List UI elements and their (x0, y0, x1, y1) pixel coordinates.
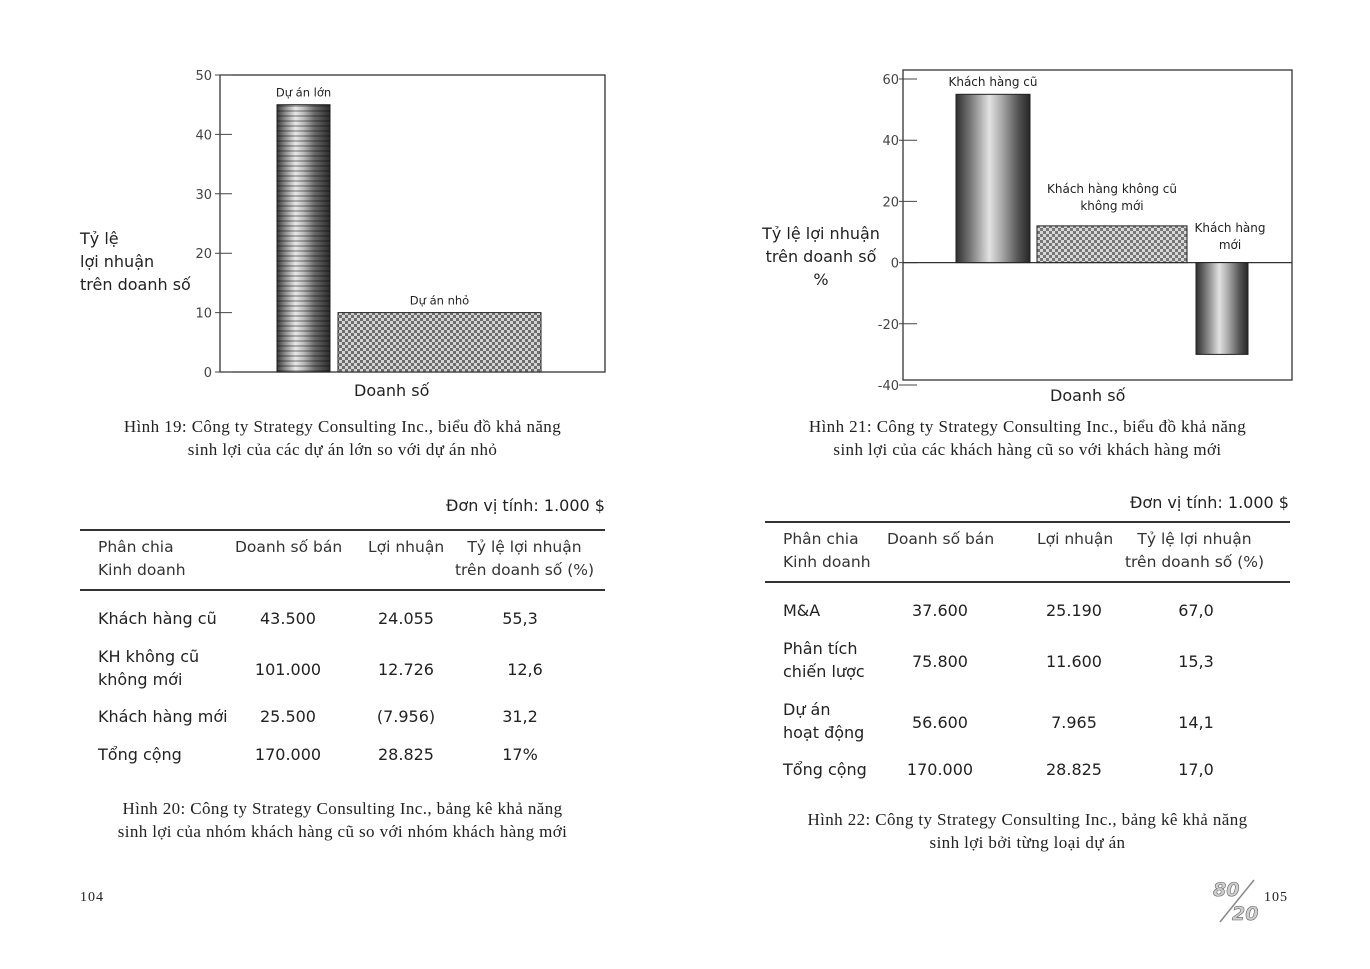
fig21-ylabel-line: % (813, 270, 829, 289)
table20-row-profit: (7.956) (376, 707, 436, 726)
bar (1196, 263, 1248, 355)
table20-row-label: Khách hàng mới (98, 707, 228, 726)
bar (956, 94, 1030, 262)
table20-row-ratio: 31,2 (502, 707, 538, 726)
y-tick-label: -20 (877, 317, 899, 333)
label-line: KH không cũ (98, 647, 200, 666)
fig19-caption (80, 415, 605, 461)
fig21-ylabel-line: trên doanh số (765, 247, 877, 266)
table20-row-profit: 28.825 (378, 745, 434, 764)
table22-header-profit: Lợi nhuận (1037, 530, 1114, 548)
bar (338, 313, 541, 372)
table20-header-rule (80, 589, 605, 591)
header-line: Tỷ lệ lợi nhuận (1137, 530, 1252, 548)
table20-row-label: Khách hàng cũ (98, 609, 217, 628)
table22-row-sales: 56.600 (912, 713, 968, 732)
page-number-left: 104 (80, 890, 104, 905)
table20-row-profit: 24.055 (378, 609, 434, 628)
logo-80-20 (1210, 876, 1266, 924)
table20-row-label: Tổng cộng (98, 745, 182, 764)
label-line: chiến lược (783, 662, 865, 681)
y-tick-label: 40 (195, 128, 212, 144)
y-tick-label: 30 (195, 187, 212, 203)
table22-top-rule (765, 521, 1290, 523)
fig21-chart (860, 60, 1305, 390)
header-line: Tỷ lệ lợi nhuận (467, 538, 582, 556)
table22-row-profit: 7.965 (1051, 713, 1097, 732)
header-line: trên doanh số (%) (1124, 553, 1265, 571)
table20-row-label (98, 645, 199, 691)
table22-unit: Đơn vị tính: 1.000 $ (1130, 493, 1289, 512)
table20-header-division (98, 536, 186, 582)
bar (1037, 226, 1187, 263)
table20-row-ratio: 12,6 (507, 660, 543, 679)
y-tick-label: 0 (890, 256, 899, 272)
table22-header-sales: Doanh số bán (887, 530, 995, 548)
table20-unit: Đơn vị tính: 1.000 $ (446, 496, 605, 515)
table22-row-ratio: 14,1 (1178, 713, 1214, 732)
table22-header-rule (765, 581, 1290, 583)
page-number-right: 105 (1264, 890, 1288, 905)
table20-row-ratio: 55,3 (502, 609, 538, 628)
y-tick-label: 60 (882, 73, 899, 88)
fig19-ylabel-line: lợi nhuận (80, 252, 155, 271)
label-line: không mới (98, 670, 183, 689)
y-tick-label: 10 (195, 306, 212, 322)
label-line: Phân tích (783, 639, 858, 658)
header-line: Phân chia (98, 538, 174, 556)
y-tick-label: 40 (882, 134, 899, 150)
table22-row-ratio: 17,0 (1178, 760, 1214, 779)
header-line: trên doanh số (%) (454, 561, 595, 579)
logo-bottom-text: 20 (1232, 903, 1259, 924)
bar-label: Khách hàng không cũ (1047, 182, 1177, 196)
caption-line: Hình 19: Công ty Strategy Consulting Inc., biểu đồ khả năng (123, 417, 562, 436)
table22-row-sales: 170.000 (906, 760, 974, 779)
bar-texture (277, 105, 330, 372)
bar-label: Dự án nhỏ (409, 293, 470, 308)
table22-row-profit: 25.190 (1046, 601, 1102, 620)
table20-row-sales: 101.000 (254, 660, 322, 679)
y-tick-label: 0 (203, 366, 212, 381)
table20-caption (80, 797, 605, 843)
caption-line: Hình 20: Công ty Strategy Consulting Inc., bảng kê khả năng (122, 799, 563, 818)
table20-row-sales: 43.500 (260, 609, 316, 628)
fig19-chart (180, 60, 620, 390)
caption-line: sinh lợi của nhóm khách hàng cũ so với nhóm khách hàng mới (117, 822, 568, 841)
fig21-xlabel: Doanh số (1050, 386, 1126, 405)
label-line: Dự án (783, 700, 831, 719)
bar-label: Khách hàng (1194, 221, 1266, 235)
caption-line: sinh lợi của các khách hàng cũ so với khách hàng mới (833, 440, 1222, 459)
table22-row-profit: 28.825 (1046, 760, 1102, 779)
y-tick-label: 20 (882, 195, 899, 211)
caption-line: Hình 21: Công ty Strategy Consulting Inc., biểu đồ khả năng (808, 417, 1247, 436)
table20-row-profit: 12.726 (378, 660, 434, 679)
table20-row-sales: 25.500 (260, 707, 316, 726)
table20-header-profit: Lợi nhuận (368, 538, 445, 556)
bar-label: Dự án lớn (275, 85, 332, 100)
caption-line: Hình 22: Công ty Strategy Consulting Inc., bảng kê khả năng (807, 810, 1248, 829)
caption-line: sinh lợi bởi từng loại dự án (929, 833, 1126, 852)
table20-top-rule (80, 529, 605, 531)
table22-header-division (783, 528, 871, 574)
fig21-ylabel-line: Tỷ lệ lợi nhuận (762, 224, 880, 243)
table22-row-label (783, 698, 864, 744)
table22-row-sales: 37.600 (912, 601, 968, 620)
table22-row-profit: 11.600 (1046, 652, 1102, 671)
table20-row-ratio: 17% (502, 745, 538, 764)
table20-row-sales: 170.000 (254, 745, 322, 764)
bar-label: mới (1218, 238, 1242, 252)
header-line: Kinh doanh (783, 553, 871, 571)
fig19-ylabel-line: trên doanh số (80, 275, 191, 294)
y-tick-label: 50 (195, 69, 212, 84)
table22-row-label: M&A (783, 601, 821, 620)
bar-label: không mới (1080, 199, 1144, 213)
header-line: Kinh doanh (98, 561, 186, 579)
table20-header-ratio (452, 536, 597, 582)
table22-row-sales: 75.800 (912, 652, 968, 671)
table22-row-ratio: 67,0 (1178, 601, 1214, 620)
y-tick-label: 20 (195, 247, 212, 263)
table22-caption (765, 808, 1290, 854)
header-line: Phân chia (783, 530, 859, 548)
fig19-ylabel (80, 227, 191, 296)
fig19-ylabel-line: Tỷ lệ (80, 229, 119, 248)
table22-row-ratio: 15,3 (1178, 652, 1214, 671)
table22-row-label (783, 637, 865, 683)
table20-header-sales: Doanh số bán (235, 538, 343, 556)
fig21-caption (765, 415, 1290, 461)
y-tick-label: -40 (877, 379, 899, 390)
logo-top-text: 80 (1213, 879, 1240, 901)
caption-line: sinh lợi của các dự án lớn so với dự án nhỏ (187, 440, 498, 459)
bar-label: Khách hàng cũ (948, 75, 1038, 89)
fig19-xlabel: Doanh số (354, 381, 430, 400)
label-line: hoạt động (783, 723, 865, 742)
table22-header-ratio (1122, 528, 1267, 574)
table22-row-label: Tổng cộng (783, 760, 867, 779)
